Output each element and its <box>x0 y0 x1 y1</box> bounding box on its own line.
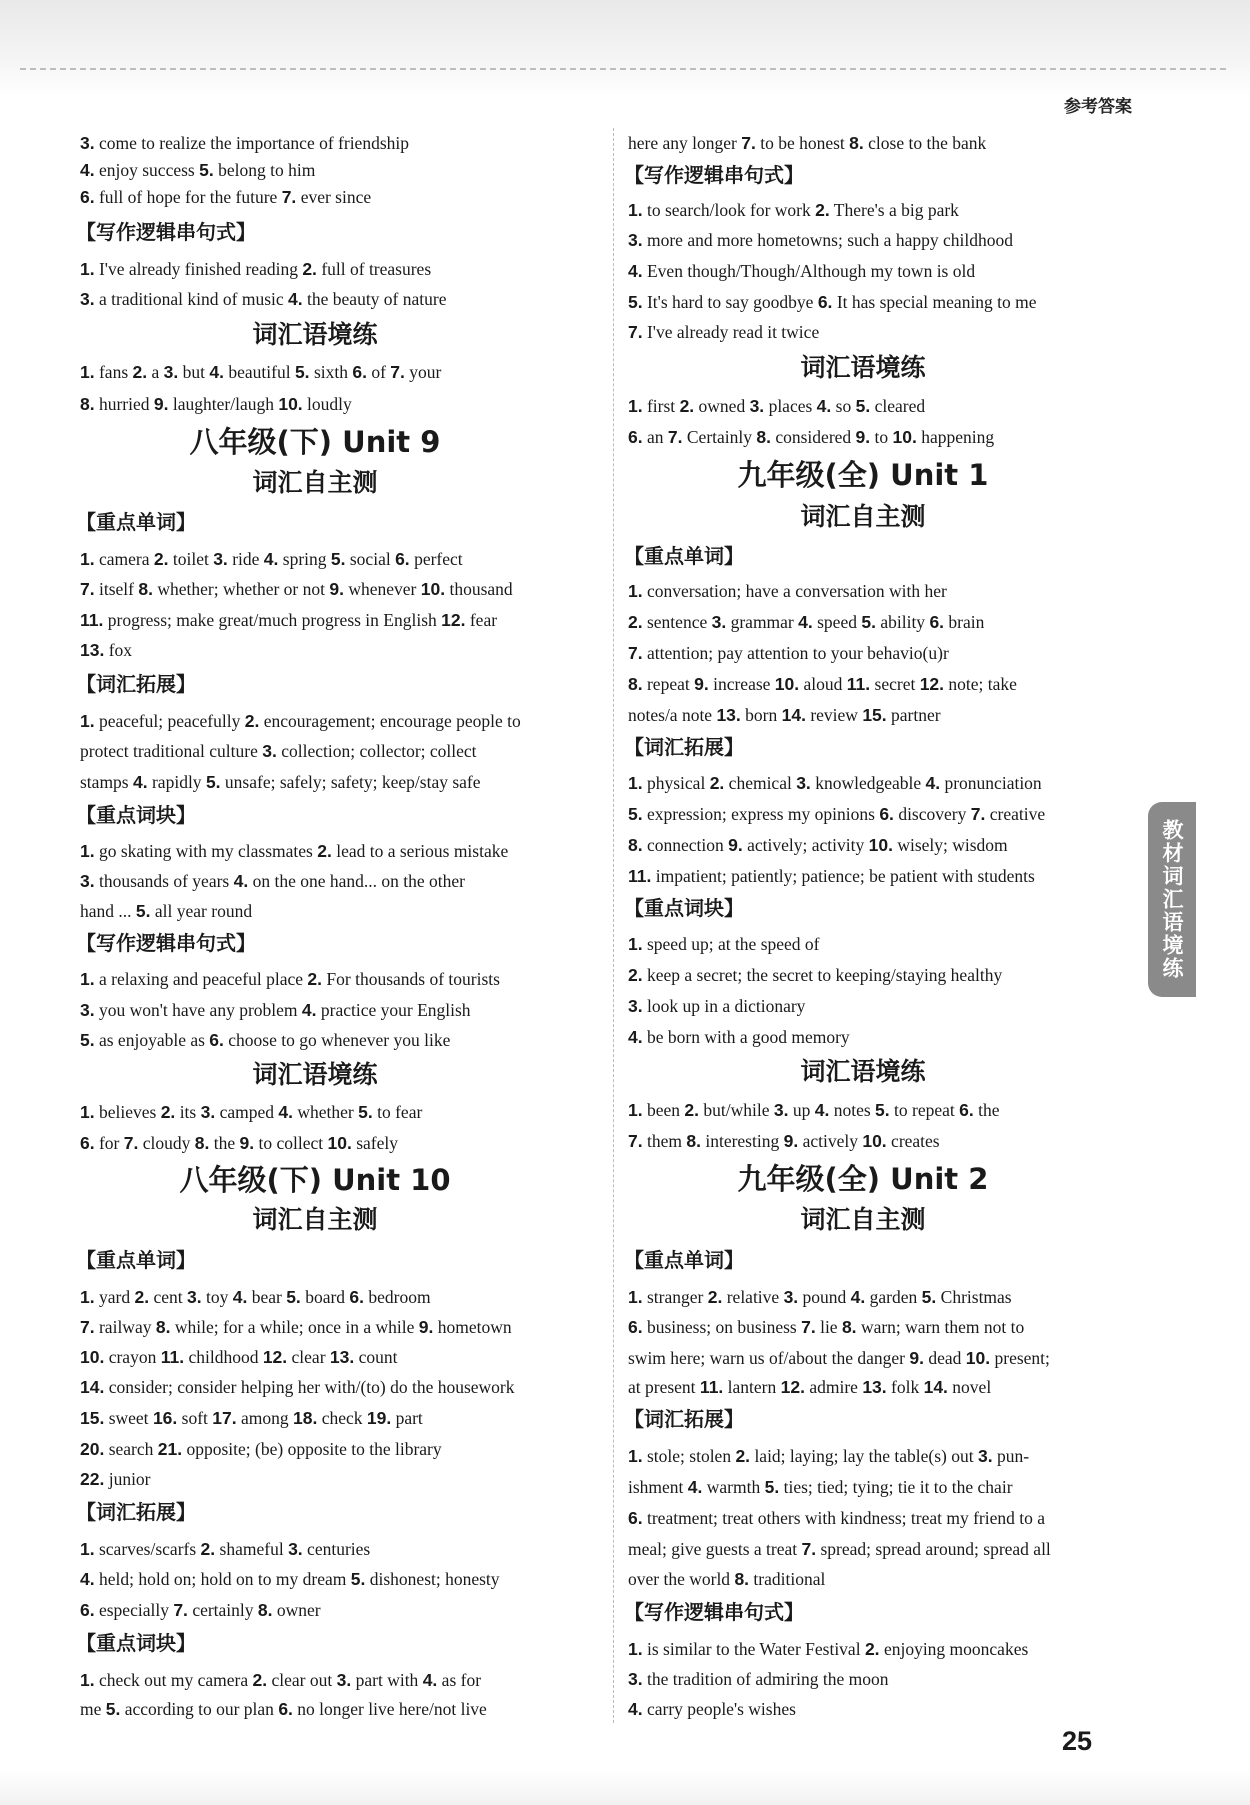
answer-line: 6. for 7. cloudy 8. the 9. to collect 10. safely <box>80 1133 399 1153</box>
answer-line: 13. fox <box>80 640 133 660</box>
answer-line: 4. enjoy success 5. belong to him <box>80 160 316 180</box>
answer-line: 3. the tradition of admiring the moon <box>628 1669 889 1689</box>
column-divider <box>613 128 614 1723</box>
subsection-title: 词汇语境练 <box>252 320 378 349</box>
answer-line: 1. scarves/scarfs 2. shameful 3. centuries <box>80 1539 371 1559</box>
answer-line: 3. more and more hometowns; such a happy childhood <box>628 230 1013 250</box>
answer-line: 6. especially 7. certainly 8. owner <box>80 1600 321 1620</box>
answer-line: stamps 4. rapidly 5. unsafe; safely; safety; keep/stay safe <box>80 772 481 792</box>
answer-line: 1. fans 2. a 3. but 4. beautiful 5. sixth 6. of 7. your <box>80 362 442 382</box>
section-heading: 【词汇拓展】 <box>76 672 196 696</box>
answer-line: 7. railway 8. while; for a while; once in a while 9. hometown <box>80 1317 512 1337</box>
subsection-title: 词汇自主测 <box>800 502 926 531</box>
section-heading: 【词汇拓展】 <box>624 735 744 759</box>
unit-title: 九年级(全) Unit 1 <box>737 458 989 492</box>
subsection-title: 词汇语境练 <box>252 1060 378 1089</box>
answer-line: 1. to search/look for work 2. There's a big park <box>628 200 959 220</box>
answer-line: 15. sweet 16. soft 17. among 18. check 19. part <box>80 1408 423 1428</box>
answer-line: 1. is similar to the Water Festival 2. enjoying mooncakes <box>628 1639 1029 1659</box>
answer-line: 1. peaceful; peacefully 2. encouragement; encourage people to <box>80 711 521 731</box>
answer-line: 7. them 8. interesting 9. actively 10. creates <box>628 1131 940 1151</box>
answer-line: 4. carry people's wishes <box>628 1699 796 1719</box>
answer-line: 2. sentence 3. grammar 4. speed 5. ability 6. brain <box>628 612 985 632</box>
answer-line: 3. you won't have any problem 4. practice your English <box>80 1000 471 1020</box>
answer-line: 7. attention; pay attention to your behavio(u)r <box>628 643 949 663</box>
top-scan-band <box>0 0 1250 95</box>
section-heading: 【词汇拓展】 <box>624 1407 744 1431</box>
answer-line: 1. physical 2. chemical 3. knowledgeable 4. pronunciation <box>628 773 1042 793</box>
answer-line: 3. a traditional kind of music 4. the beauty of nature <box>80 289 447 309</box>
section-heading: 【重点单词】 <box>76 1248 196 1272</box>
answer-line: 20. search 21. opposite; (be) opposite to the library <box>80 1439 442 1459</box>
section-heading: 【重点单词】 <box>624 1248 744 1272</box>
answer-line: ishment 4. warmth 5. ties; tied; tying; tie it to the chair <box>628 1477 1013 1497</box>
section-heading: 【写作逻辑串句式】 <box>76 931 256 955</box>
answer-line: 1. yard 2. cent 3. toy 4. bear 5. board 6. bedroom <box>80 1287 431 1307</box>
page-number: 25 <box>1062 1726 1093 1756</box>
answer-line: protect traditional culture 3. collection; collector; collect <box>80 741 477 761</box>
answer-line: 1. speed up; at the speed of <box>628 934 820 954</box>
side-tab <box>1148 802 1196 997</box>
unit-title: 九年级(全) Unit 2 <box>737 1162 989 1196</box>
answer-line: 6. business; on business 7. lie 8. warn; warn them not to <box>628 1317 1025 1337</box>
section-heading: 【重点词块】 <box>624 896 744 920</box>
answer-line: 11. progress; make great/much progress in English 12. fear <box>80 610 498 630</box>
bottom-scan-band <box>0 1770 1250 1805</box>
answer-line: 3. look up in a dictionary <box>628 996 806 1016</box>
answer-line: me 5. according to our plan 6. no longer live here/not live <box>80 1699 487 1719</box>
answer-line: 8. connection 9. actively; activity 10. wisely; wisdom <box>628 835 1008 855</box>
unit-title: 八年级(下) Unit 9 <box>189 425 441 459</box>
answer-line: swim here; warn us of/about the danger 9. dead 10. present; <box>628 1348 1050 1368</box>
answer-line: 1. been 2. but/while 3. up 4. notes 5. to repeat 6. the <box>628 1100 1000 1120</box>
section-heading: 【重点词块】 <box>76 1631 196 1655</box>
answer-line: 2. keep a secret; the secret to keeping/staying healthy <box>628 965 1003 985</box>
answer-line: 6. treatment; treat others with kindness; treat my friend to a <box>628 1508 1045 1528</box>
subsection-title: 词汇自主测 <box>252 468 378 497</box>
answer-line: 5. expression; express my opinions 6. discovery 7. creative <box>628 804 1046 824</box>
answer-line: 1. I've already finished reading 2. full of treasures <box>80 259 432 279</box>
answer-line: 1. camera 2. toilet 3. ride 4. spring 5. social 6. perfect <box>80 549 463 569</box>
section-heading: 【词汇拓展】 <box>76 1500 196 1524</box>
section-heading: 【重点单词】 <box>624 544 744 568</box>
subsection-title: 词汇自主测 <box>252 1205 378 1234</box>
section-heading: 【重点词块】 <box>76 803 196 827</box>
answer-line: 8. hurried 9. laughter/laugh 10. loudly <box>80 394 352 414</box>
side-tab-label: 教材词汇语境练 <box>1160 819 1184 980</box>
answer-line: 4. Even though/Though/Although my town is old <box>628 261 976 281</box>
answer-line: over the world 8. traditional <box>628 1569 826 1589</box>
answer-line: notes/a note 13. born 14. review 15. partner <box>628 705 941 725</box>
section-heading: 【写作逻辑串句式】 <box>76 220 256 244</box>
answer-line: 6. an 7. Certainly 8. considered 9. to 10. happening <box>628 427 995 447</box>
answer-line: 1. go skating with my classmates 2. lead to a serious mistake <box>80 841 509 861</box>
answer-line: 1. stranger 2. relative 3. pound 4. garden 5. Christmas <box>628 1287 1012 1307</box>
answer-line: 4. held; hold on; hold on to my dream 5. dishonest; honesty <box>80 1569 500 1589</box>
answer-line: here any longer 7. to be honest 8. close to the bank <box>628 133 987 153</box>
subsection-title: 词汇语境练 <box>800 353 926 382</box>
answer-line: 1. believes 2. its 3. camped 4. whether 5. to fear <box>80 1102 423 1122</box>
answer-line: 5. as enjoyable as 6. choose to go whenever you like <box>80 1030 451 1050</box>
answer-line: hand ... 5. all year round <box>80 901 253 921</box>
answer-line: 11. impatient; patiently; patience; be patient with students <box>628 866 1035 886</box>
section-heading: 【写作逻辑串句式】 <box>624 1600 804 1624</box>
answer-line: 7. itself 8. whether; whether or not 9. whenever 10. thousand <box>80 579 513 599</box>
subsection-title: 词汇语境练 <box>800 1057 926 1086</box>
answer-line: 10. crayon 11. childhood 12. clear 13. count <box>80 1347 398 1367</box>
answer-line: at present 11. lantern 12. admire 13. folk 14. novel <box>628 1377 992 1397</box>
answer-line: 1. stole; stolen 2. laid; laying; lay the table(s) out 3. pun- <box>628 1446 1030 1466</box>
answer-line: 14. consider; consider helping her with/(to) do the housework <box>80 1377 515 1397</box>
answer-line: 1. conversation; have a conversation with her <box>628 581 947 601</box>
answer-line: 22. junior <box>80 1469 151 1489</box>
answer-line: 3. thousands of years 4. on the one hand... on the other <box>80 871 465 891</box>
subsection-title: 词汇自主测 <box>800 1205 926 1234</box>
answer-line: 1. a relaxing and peaceful place 2. For thousands of tourists <box>80 969 500 989</box>
answer-line: 7. I've already read it twice <box>628 322 820 342</box>
unit-title: 八年级(下) Unit 10 <box>179 1163 451 1197</box>
answer-line: 1. check out my camera 2. clear out 3. part with 4. as for <box>80 1670 482 1690</box>
answer-line: 1. first 2. owned 3. places 4. so 5. cleared <box>628 396 926 416</box>
header-label: 参考答案 <box>1064 97 1132 117</box>
answer-line: 6. full of hope for the future 7. ever since <box>80 187 372 207</box>
answer-line: 4. be born with a good memory <box>628 1027 850 1047</box>
answer-line: 5. It's hard to say goodbye 6. It has special meaning to me <box>628 292 1037 312</box>
section-heading: 【重点单词】 <box>76 510 196 534</box>
answer-line: meal; give guests a treat 7. spread; spread around; spread all <box>628 1539 1051 1559</box>
answer-line: 8. repeat 9. increase 10. aloud 11. secret 12. note; take <box>628 674 1017 694</box>
answer-line: 3. come to realize the importance of friendship <box>80 133 409 153</box>
section-heading: 【写作逻辑串句式】 <box>624 163 804 187</box>
